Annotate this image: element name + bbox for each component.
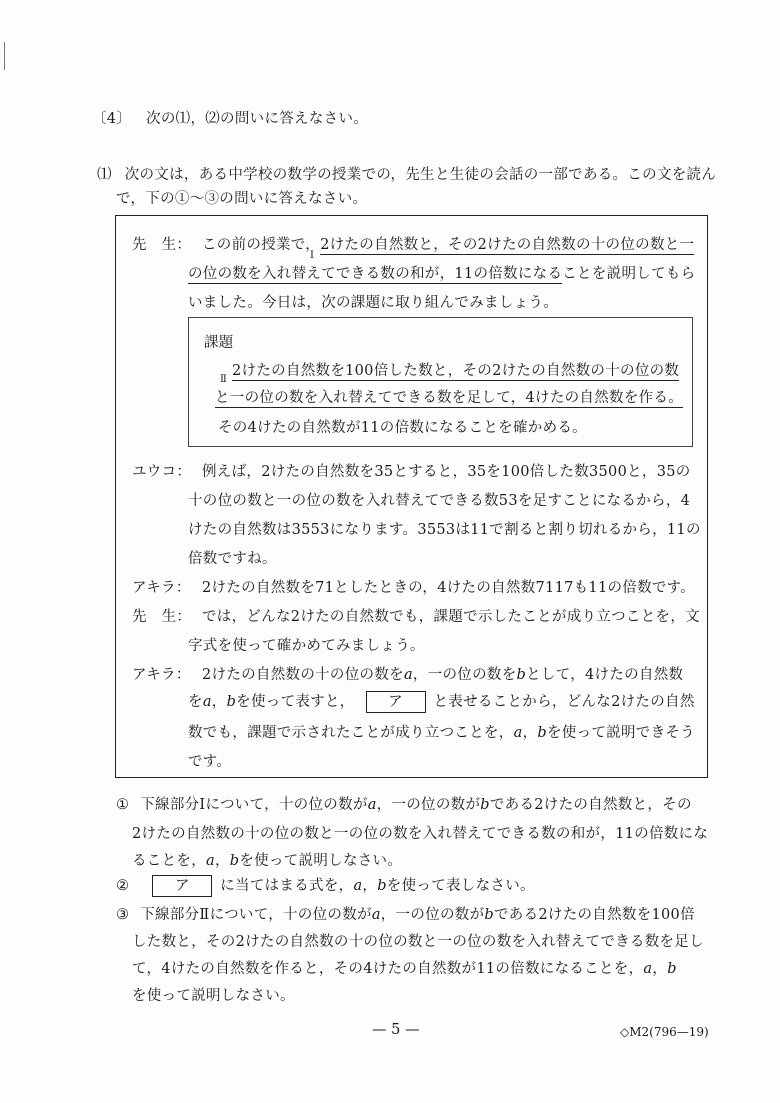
teacher-speaker: 先 生： xyxy=(132,237,192,253)
blank-a-box: ア xyxy=(366,691,426,713)
akira2-line-2: をa，bを使って表すと， ア と表せることから，どんな2けたの自然 xyxy=(188,690,695,713)
task-line-1 xyxy=(232,359,679,380)
teacher2-line-1: では，どんな2けたの自然数でも，課題で示したことが成り立つことを，文 xyxy=(202,609,700,625)
question-3-number: ③ xyxy=(116,907,130,923)
question-1-line-2: 2けたの自然数の十の位の数と一の位の数を入れ替えてできる数の和が，11の倍数にな xyxy=(132,826,709,842)
question-3-line-1: ③ 下線部分Ⅱについて，十の位の数がa，一の位の数がbである2けたの自然数を100倍 xyxy=(116,907,695,923)
akira-speaker-2: アキラ： xyxy=(132,667,191,683)
underline-mark-1: Ⅰ xyxy=(310,250,314,261)
akira2-line-3: 数でも，課題で示されたことが成り立つことを，a，bを使って説明できそう xyxy=(188,725,695,741)
question-1-line-3: ることを，a，bを使って説明しなさい。 xyxy=(132,853,403,869)
underline-1-part1: 2けたの自然数と，その2けたの自然数の十の位の数と一 xyxy=(320,237,695,253)
underline-2-part1: 2けたの自然数を100倍した数と，その2けたの自然数の十の位の数 xyxy=(232,363,680,379)
question-3-line-3: て，4けたの自然数を作ると，その4けたの自然数が11の倍数になることを，a，b xyxy=(132,961,677,977)
teacher-line-3: いました。今日は，次の課題に取り組んでみましょう。 xyxy=(188,295,558,311)
question-1-line-1: ① 下線部分Ⅰについて，十の位の数がa，一の位の数がbである2けたの自然数と，その xyxy=(116,797,692,813)
teacher-line-2: の位の数を入れ替えてできる数の和が，11の倍数になることを説明してもら xyxy=(188,266,696,282)
q1-intro-line1: ⑴ 次の文は，ある中学校の数学の授業での，先生と生徒の会話の一部である。この文を読ん xyxy=(97,167,717,183)
akira2-line-1: 2けたの自然数の十の位の数をa，一の位の数をbとして，4けたの自然数 xyxy=(202,667,684,683)
binding-mark xyxy=(4,42,5,70)
underline-2-part2: と一の位の数を入れ替えてできる数を足して，4けたの自然数を作る。 xyxy=(215,390,684,406)
problem-heading xyxy=(92,107,368,128)
question-2-number: ② xyxy=(116,878,130,894)
problem-label: 〔4〕 xyxy=(92,111,132,127)
task-line-2 xyxy=(215,386,683,407)
question-3-line-2: した数と，その2けたの自然数の十の位の数と一の位の数を入れ替えてできる数を足し xyxy=(132,934,704,950)
teacher-line-1: この前の授業で，2けたの自然数と，その2けたの自然数の十の位の数と一 xyxy=(202,237,695,253)
akira2-line-4: です。 xyxy=(188,754,232,770)
problem-instruction: 次の⑴，⑵の問いに答えなさい。 xyxy=(146,111,369,127)
teacher2-line-2: 字式を使って確かめてみましょう。 xyxy=(188,638,425,654)
page-number: — 5 — xyxy=(372,1022,420,1038)
akira-speaker: アキラ： xyxy=(132,580,191,596)
akira-line-1: 2けたの自然数を71としたときの，4けたの自然数7117も11の倍数です。 xyxy=(202,580,696,596)
q1-number: ⑴ xyxy=(97,167,112,183)
question-1-number: ① xyxy=(116,797,130,813)
yuuko-line-3: けたの自然数は3553になります。3553は11で割ると割り切れるから，11の xyxy=(188,522,701,538)
teacher-speaker-2: 先 生： xyxy=(132,609,192,625)
q1-intro-line2: で，下の①～③の問いに答えなさい。 xyxy=(116,191,368,207)
question-3-line-4: を使って説明しなさい。 xyxy=(132,988,295,1004)
page-code: ◇M2(796—19) xyxy=(620,1025,709,1039)
yuuko-line-2: 十の位の数と一の位の数を入れ替えてできる数53を足すことになるから，4 xyxy=(188,493,691,509)
task-title: 課題 xyxy=(204,335,234,351)
task-line-3: その4けたの自然数が11の倍数になることを確かめる。 xyxy=(218,420,587,436)
yuuko-speaker: ユウコ： xyxy=(132,464,192,480)
yuuko-line-1: 例えば，2けたの自然数を35とすると，35を100倍した数3500と，35の xyxy=(202,464,691,480)
question-2-line: ② ア に当てはまる式を，a，bを使って表しなさい。 xyxy=(116,874,535,897)
underline-mark-2: Ⅱ xyxy=(220,374,227,385)
underline-1-part2: の位の数を入れ替えてできる数の和が，11の倍数になる xyxy=(188,266,563,282)
blank-a-box-2: ア xyxy=(152,875,212,897)
yuuko-line-4: 倍数ですね。 xyxy=(188,551,277,567)
